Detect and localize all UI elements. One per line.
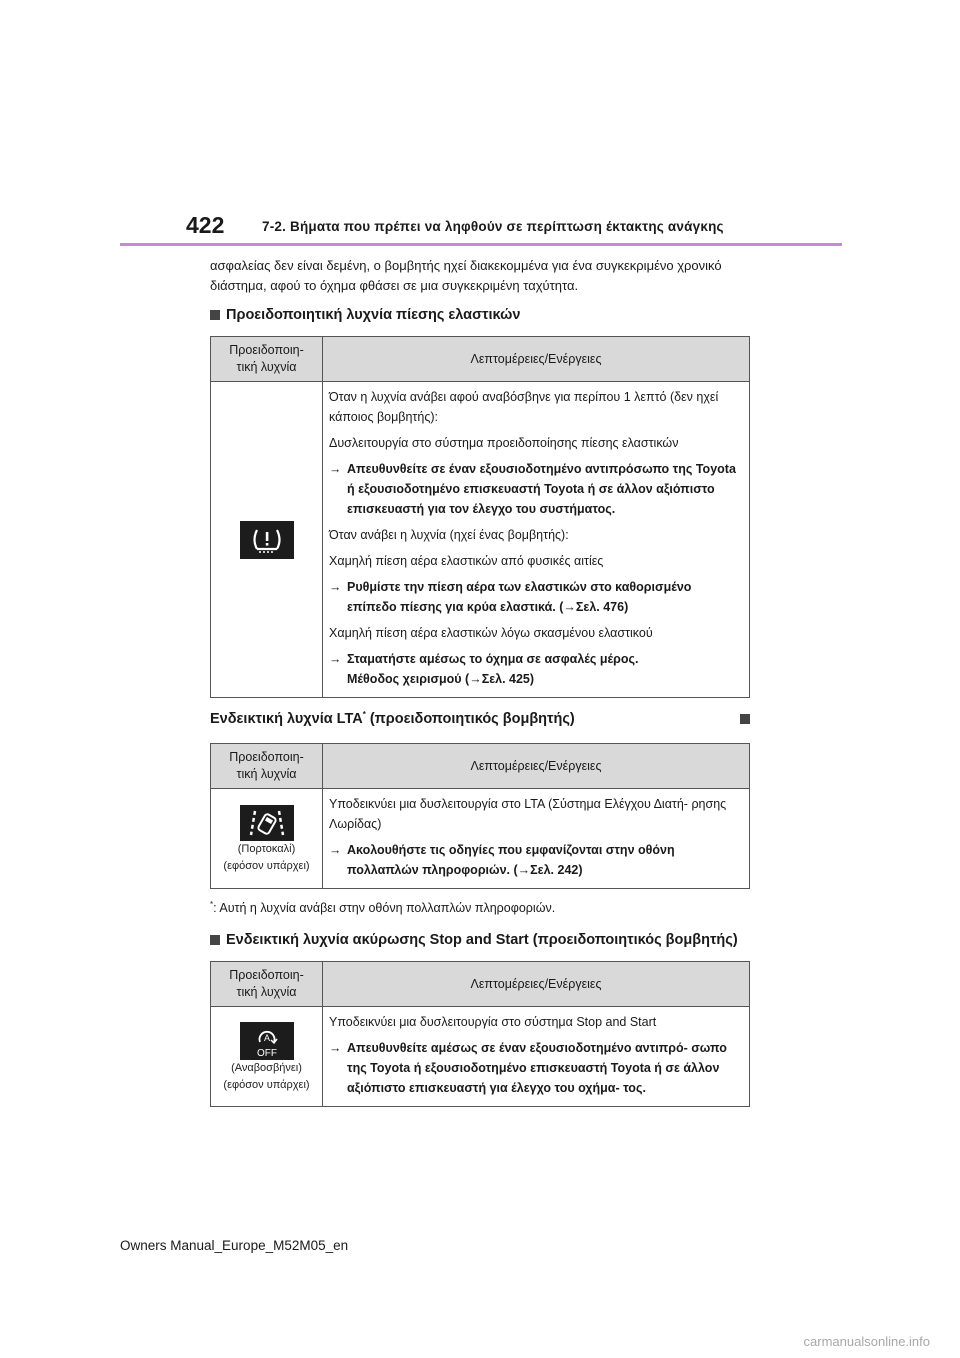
square-bullet-icon bbox=[210, 310, 220, 320]
page-content bbox=[210, 256, 750, 1117]
detail-line: Υποδεικνύει μια δυσλειτουργία στο LTA (Σύστημα Ελέγχου Διατή- ρησης Λωρίδας) bbox=[329, 797, 727, 831]
action-item bbox=[329, 649, 743, 689]
stop-start-icon-cell bbox=[211, 1007, 323, 1107]
col-header-lamp: Προειδοποιη- τική λυχνία bbox=[211, 337, 323, 382]
svg-text:OFF: OFF bbox=[256, 1047, 277, 1059]
svg-text:A: A bbox=[263, 1032, 270, 1043]
detail-line: Υποδεικνύει μια δυσλειτουργία στο σύστημα Stop and Start bbox=[329, 1015, 657, 1029]
detail-line: Όταν η λυχνία ανάβει αφού αναβόσβηνε για περίπου 1 λεπτό (δεν ηχεί κάποιος βομβητής): bbox=[329, 390, 719, 424]
col-header-lamp: Προειδοποιη- τική λυχνία bbox=[211, 744, 323, 789]
chapter-title: 7-2. Βήματα που πρέπει να ληφθούν σε περίπτωση έκτακτης ανάγκης bbox=[262, 219, 724, 234]
action-item bbox=[329, 840, 743, 880]
detail-line: Χαμηλή πίεση αέρα ελαστικών λόγω σκασμένου ελαστικού bbox=[329, 626, 653, 640]
detail-line: Όταν ανάβει η λυχνία (ηχεί ένας βομβητής): bbox=[329, 528, 569, 542]
lta-details bbox=[323, 789, 750, 889]
watermark: carmanualsonline.info bbox=[803, 1334, 930, 1349]
stop-start-table bbox=[210, 961, 750, 1107]
header-divider bbox=[120, 243, 842, 246]
icon-caption-state: (Αναβοσβήνει) bbox=[231, 1061, 302, 1074]
col-header-lamp: Προειδοποιη- τική λυχνία bbox=[211, 962, 323, 1007]
lta-footnote: *: Αυτή η λυχνία ανάβει στην οθόνη πολλαπλών πληροφοριών. bbox=[210, 899, 556, 915]
heading-text: Ενδεικτική λυχνία LTA* (προειδοποιητικός βομβητής) bbox=[210, 710, 575, 727]
detail-line: Χαμηλή πίεση αέρα ελαστικών από φυσικές αιτίες bbox=[329, 554, 604, 568]
tire-pressure-details bbox=[323, 382, 750, 698]
action-text: Ακολουθήστε τις οδηγίες που εμφανίζονται στην οθόνη πολλαπλών πληροφοριών. (→Σελ. 242) bbox=[347, 843, 675, 877]
tire-pressure-table bbox=[210, 336, 750, 698]
heading-text: Προειδοποιητική λυχνία πίεσης ελαστικών bbox=[226, 307, 521, 323]
tire-pressure-section-heading bbox=[210, 304, 750, 326]
heading-text: Ενδεικτική λυχνία ακύρωσης Stop and Start (προειδοποιητικός βομβητής) bbox=[226, 932, 738, 948]
detail-line: Δυσλειτουργία στο σύστημα προειδοποίησης πίεσης ελαστικών bbox=[329, 436, 679, 450]
lta-icon-cell bbox=[211, 789, 323, 889]
col-header-details: Λεπτομέρειες/Ενέργειες bbox=[323, 962, 750, 1007]
stop-start-section-heading bbox=[210, 929, 750, 951]
action-text: Σταματήστε αμέσως το όχημα σε ασφαλές μέρος. Μέθοδος χειρισμού (→Σελ. 425) bbox=[347, 652, 639, 686]
action-text: Απευθυνθείτε σε έναν εξουσιοδοτημένο αντιπρόσωπο της Toyota ή εξουσιοδοτημένο επισκευαστή Toyota ή σε άλλον αξιόπιστο επισκευαστή για τον έλεγχο του συστήματος. bbox=[347, 462, 736, 516]
icon-caption-color: (Πορτοκαλί) bbox=[237, 842, 296, 855]
tire-pressure-warning-icon bbox=[240, 521, 294, 559]
lta-table bbox=[210, 743, 750, 889]
col-header-details: Λεπτομέρειες/Ενέργειες bbox=[323, 744, 750, 789]
action-item bbox=[329, 1038, 743, 1098]
action-text: Ρυθμίστε την πίεση αέρα των ελαστικών στο καθορισμένο επίπεδο πίεσης για κρύα ελαστικά. (→Σελ. 476) bbox=[347, 580, 692, 614]
square-bullet-icon bbox=[740, 714, 750, 724]
square-bullet-icon bbox=[210, 935, 220, 945]
arrow-icon: → bbox=[329, 462, 342, 476]
footer-text: Owners Manual_Europe_M52M05_en bbox=[120, 1238, 349, 1253]
arrow-icon: → bbox=[329, 1041, 342, 1055]
arrow-icon: → bbox=[329, 652, 342, 666]
lta-warning-icon bbox=[240, 805, 294, 841]
arrow-icon: → bbox=[329, 580, 342, 594]
intro-paragraph: ασφαλείας δεν είναι δεμένη, ο βομβητής ηχεί διακεκομμένα για ένα συγκεκριμένο χρονικό διάστημα, αφού το όχημα φθάσει σε μια συγκεκριμένη ταχύτητα. bbox=[210, 258, 722, 293]
page-number: 422 bbox=[186, 212, 225, 238]
arrow-icon: → bbox=[329, 843, 342, 857]
col-header-details: Λεπτομέρειες/Ενέργειες bbox=[323, 337, 750, 382]
action-text: Απευθυνθείτε αμέσως σε έναν εξουσιοδοτημένο αντιπρό- σωπο της Toyota ή εξουσιοδοτημένο επισκευαστή Toyota ή σε άλλον αξιόπιστο επισκευαστή για έλεγχο του οχήμα- τος. bbox=[347, 1041, 727, 1095]
tire-pressure-icon-cell bbox=[211, 382, 323, 698]
stop-start-off-icon bbox=[240, 1022, 294, 1060]
icon-caption-availability: (εφόσον υπάρχει) bbox=[223, 859, 310, 872]
stop-start-details bbox=[323, 1007, 750, 1107]
action-item bbox=[329, 459, 743, 519]
icon-caption-availability: (εφόσον υπάρχει) bbox=[223, 1078, 310, 1091]
lta-section-heading bbox=[210, 708, 750, 730]
action-item bbox=[329, 577, 743, 617]
